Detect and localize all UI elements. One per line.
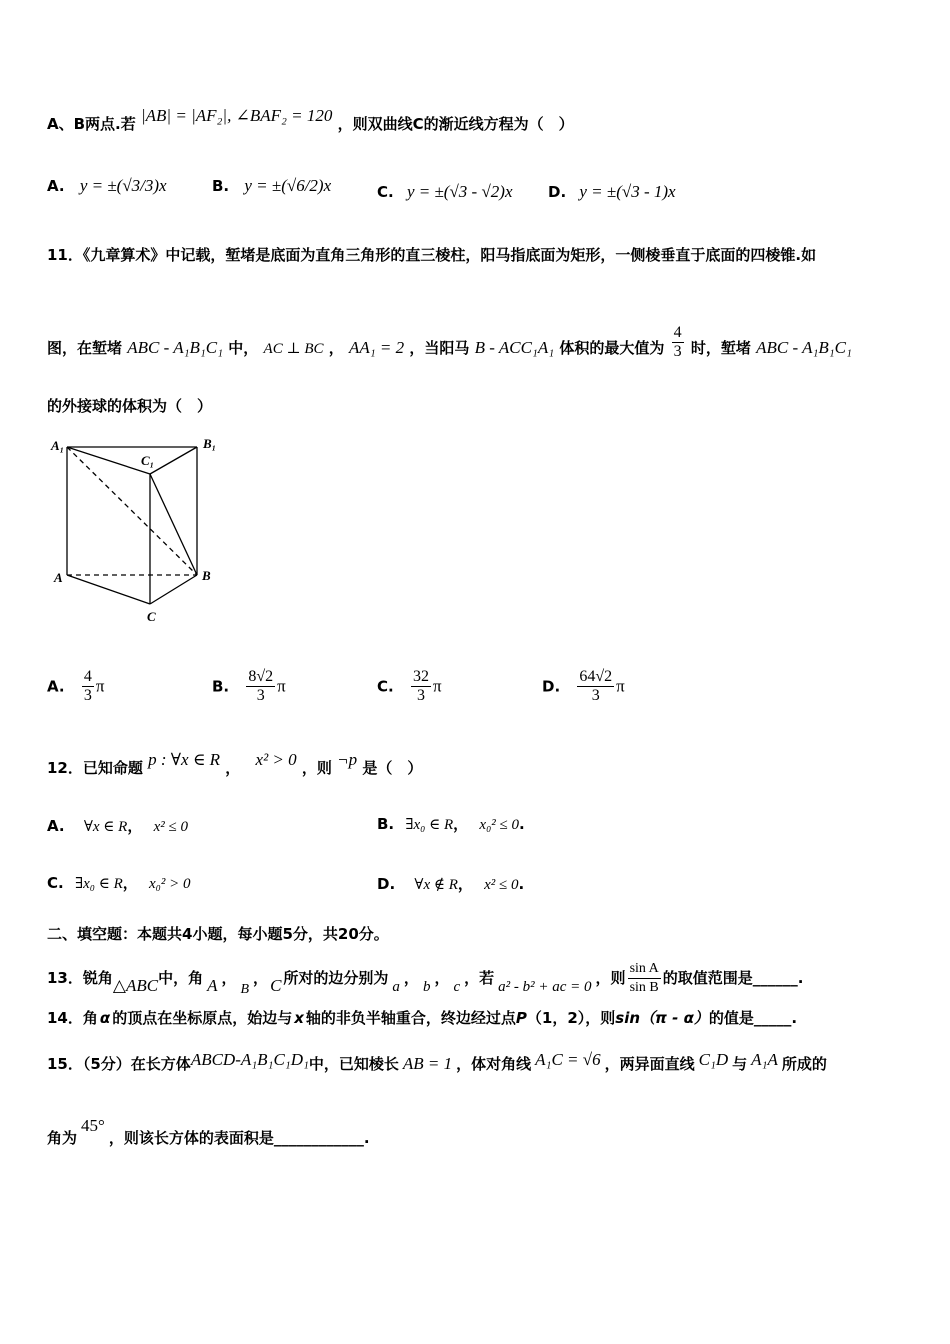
prism-name-math: ABC - A₁B₁C₁	[127, 338, 224, 357]
text: ，	[403, 969, 419, 987]
pi-symbol: π	[277, 676, 286, 696]
text: 的顶点在坐标原点，始边与	[112, 1009, 293, 1027]
cuboid-name-math: ABCD-A₁B₁C₁D₁	[190, 1050, 309, 1069]
quantifier-math: ∀x ∉ R	[414, 877, 458, 893]
inequality-math: x₀² ≤ 0	[479, 817, 520, 833]
q11-option-c[interactable]	[377, 668, 442, 705]
edge-ac	[67, 575, 150, 604]
triangle-math: △ABC	[112, 976, 159, 995]
text: .	[518, 875, 525, 893]
fraction-numerator: 4	[673, 324, 682, 341]
label-b1: B₁	[203, 436, 217, 451]
fraction-numerator: 32	[412, 668, 429, 685]
section-heading: 二、填空题：本题共4小题，每小题5分，共20分。	[47, 925, 389, 943]
side-b: b	[422, 979, 431, 995]
angle-a: A	[207, 976, 218, 995]
label-c: C	[147, 609, 156, 624]
text: 图，在堑堵	[47, 339, 123, 357]
diagonal-math: A₁C = √6	[535, 1050, 601, 1069]
q12-option-c[interactable]	[47, 872, 190, 893]
q10-condition-math: |AB| = |AF₂|, ∠BAF₂ = 120	[140, 106, 333, 125]
option-label: C.	[47, 874, 64, 892]
q10-option-c[interactable]	[377, 182, 513, 202]
text: ，体对角线	[456, 1055, 532, 1073]
condition-math: a² - b² + ac = 0	[498, 979, 592, 995]
q11-line3: 的外接球的体积为（ ）	[47, 397, 213, 415]
edge-cb	[150, 575, 197, 604]
edge-c1b	[150, 474, 197, 575]
text: 12．已知命题	[47, 759, 143, 777]
edge-length-math: AB = 1	[402, 1054, 453, 1073]
alpha-symbol: α	[99, 1009, 111, 1027]
angle-b: B	[240, 982, 250, 997]
fraction-denominator: 3	[416, 687, 425, 704]
inequality-math: x² ≤ 0	[484, 877, 519, 893]
option-fraction	[577, 668, 614, 705]
q10-option-b-math: y = ±(√6/2)x	[244, 176, 332, 195]
q11-option-a[interactable]	[47, 668, 104, 705]
option-label: B.	[377, 815, 395, 833]
q12-option-b[interactable]	[377, 813, 525, 834]
line-c1d: C₁D	[698, 1050, 729, 1069]
q11-line1: 11．《九章算术》中记载，堑堵是底面为直角三角形的直三棱柱，阳马指底面为矩形，一侧棱垂直于底面的四棱锥.如	[47, 246, 817, 264]
option-label: B.	[212, 177, 230, 195]
text: 13．锐角	[47, 969, 113, 987]
quantifier-math: ∀x ∈ R	[83, 819, 128, 835]
text: ，则	[301, 759, 332, 777]
q15-line2	[47, 1116, 370, 1148]
text: 所对的边分别为	[283, 969, 389, 987]
option-label: A.	[47, 177, 65, 195]
text: 所成的	[781, 1055, 827, 1073]
quantifier-math: ∃x₀ ∈ R	[74, 876, 123, 892]
q10-option-d[interactable]	[548, 182, 676, 202]
q15-line1	[47, 1050, 827, 1074]
text: ，	[457, 875, 473, 893]
pi-symbol: π	[95, 676, 105, 696]
option-fraction	[246, 668, 275, 705]
inequality-math: x² ≤ 0	[153, 819, 188, 835]
q10-option-a[interactable]	[47, 176, 167, 196]
side-c: c	[453, 979, 461, 995]
text: ，	[453, 815, 469, 833]
text: 轴的非负半轴重合，终边经过点	[305, 1009, 516, 1027]
text: 15．（5分）在长方体	[47, 1055, 191, 1073]
text: 与	[732, 1055, 748, 1073]
q12-option-d[interactable]	[377, 873, 524, 894]
edge-a1b-hidden	[67, 447, 197, 575]
option-label: B.	[212, 677, 230, 696]
text: ，	[434, 969, 450, 987]
line-a1a: A₁A	[751, 1050, 778, 1069]
option-label: D.	[377, 875, 396, 893]
text: 中，	[228, 339, 259, 357]
text: 是（ ）	[362, 759, 423, 777]
q11-option-d[interactable]	[542, 668, 625, 705]
text: ，	[225, 759, 241, 777]
option-label: A.	[47, 677, 65, 696]
fraction-denominator: sin B	[629, 980, 659, 995]
edge-length-math: AA₁ = 2	[348, 338, 405, 357]
option-label: D.	[542, 677, 561, 696]
text: ，则	[595, 969, 626, 987]
text: ，	[122, 874, 138, 892]
option-fraction	[82, 668, 94, 705]
q10-option-d-math: y = ±(√3 - 1)x	[579, 182, 676, 201]
text: ，	[221, 969, 237, 987]
fraction-denominator: 3	[591, 687, 600, 704]
fraction-numerator: 4	[83, 668, 92, 685]
q10-option-c-math: y = ±(√3 - √2)x	[406, 182, 513, 201]
perpendicular-math: AC ⊥ BC	[263, 341, 324, 357]
fraction-denominator: 3	[256, 687, 265, 704]
text: 时，堑堵	[690, 339, 751, 357]
pi-symbol: π	[432, 676, 442, 696]
option-label: C.	[377, 183, 394, 201]
edge-a1c1	[67, 447, 150, 474]
max-volume-fraction	[672, 324, 684, 361]
prism-figure	[45, 432, 230, 632]
text: 角为	[47, 1129, 78, 1147]
option-fraction	[411, 668, 431, 705]
label-a: A	[54, 570, 63, 585]
prism-name-math: ABC - A₁B₁C₁	[756, 338, 852, 357]
text: 的值是_____.	[708, 1009, 798, 1027]
sine-expression: sin（π - α）	[615, 1009, 709, 1027]
q10-stem	[47, 106, 574, 134]
q10-prefix: A、B两点.若	[47, 115, 136, 133]
q10-suffix: ，则双曲线C的渐近线方程为（ ）	[337, 115, 574, 133]
angle-45-math: 45°	[81, 1116, 105, 1135]
text: ，则该长方体的表面积是____________.	[108, 1129, 370, 1147]
label-a1: A₁	[51, 438, 65, 453]
fraction-denominator: 3	[83, 687, 92, 704]
q13-stem	[47, 960, 803, 997]
label-b: B	[202, 568, 211, 583]
proposition-math: p : ∀x ∈ R	[148, 750, 221, 769]
quantifier-math: ∃x₀ ∈ R	[405, 817, 454, 833]
text: ，两异面直线	[604, 1055, 695, 1073]
inequality-math: x² > 0	[255, 750, 297, 769]
q11-option-b[interactable]	[212, 668, 286, 705]
label-c1: C₁	[141, 453, 155, 468]
x-axis-symbol: x	[294, 1009, 304, 1027]
text: ，	[253, 969, 269, 987]
side-a: a	[392, 979, 400, 995]
pyramid-name-math: B - ACC₁A₁	[474, 338, 555, 357]
point-p: P	[515, 1009, 527, 1027]
text: ，	[328, 339, 344, 357]
text: （1，2），则	[526, 1009, 616, 1027]
option-label: A.	[47, 817, 65, 835]
q12-option-a[interactable]	[47, 815, 188, 836]
q12-stem	[47, 750, 423, 778]
q11-line2	[47, 324, 852, 367]
q10-option-b[interactable]	[212, 176, 331, 196]
sine-ratio-fraction	[628, 960, 661, 997]
fraction-denominator: 3	[673, 343, 682, 360]
edge-c1b1	[150, 447, 197, 474]
text: 14．角	[47, 1009, 98, 1027]
angle-c: C	[270, 976, 282, 995]
option-label: C.	[377, 677, 394, 696]
text: 中，角	[158, 969, 204, 987]
text: 的取值范围是______.	[662, 969, 804, 987]
inequality-math: x₀² > 0	[148, 876, 191, 892]
negation-math: ¬p	[337, 750, 358, 769]
q10-option-a-math: y = ±(√3/3)x	[79, 176, 167, 195]
fraction-numerator: sin A	[628, 960, 661, 979]
text: ，若	[464, 969, 495, 987]
text: ，当阳马	[409, 339, 470, 357]
text: ，	[127, 817, 143, 835]
text: 体积的最大值为	[559, 339, 665, 357]
text: .	[519, 815, 525, 833]
q14-stem	[47, 1008, 797, 1028]
text: 中，已知棱长	[308, 1055, 399, 1073]
fraction-numerator: 8√2	[248, 668, 274, 685]
fraction-numerator: 64√2	[579, 668, 613, 685]
pi-symbol: π	[616, 676, 625, 696]
option-label: D.	[548, 183, 567, 201]
